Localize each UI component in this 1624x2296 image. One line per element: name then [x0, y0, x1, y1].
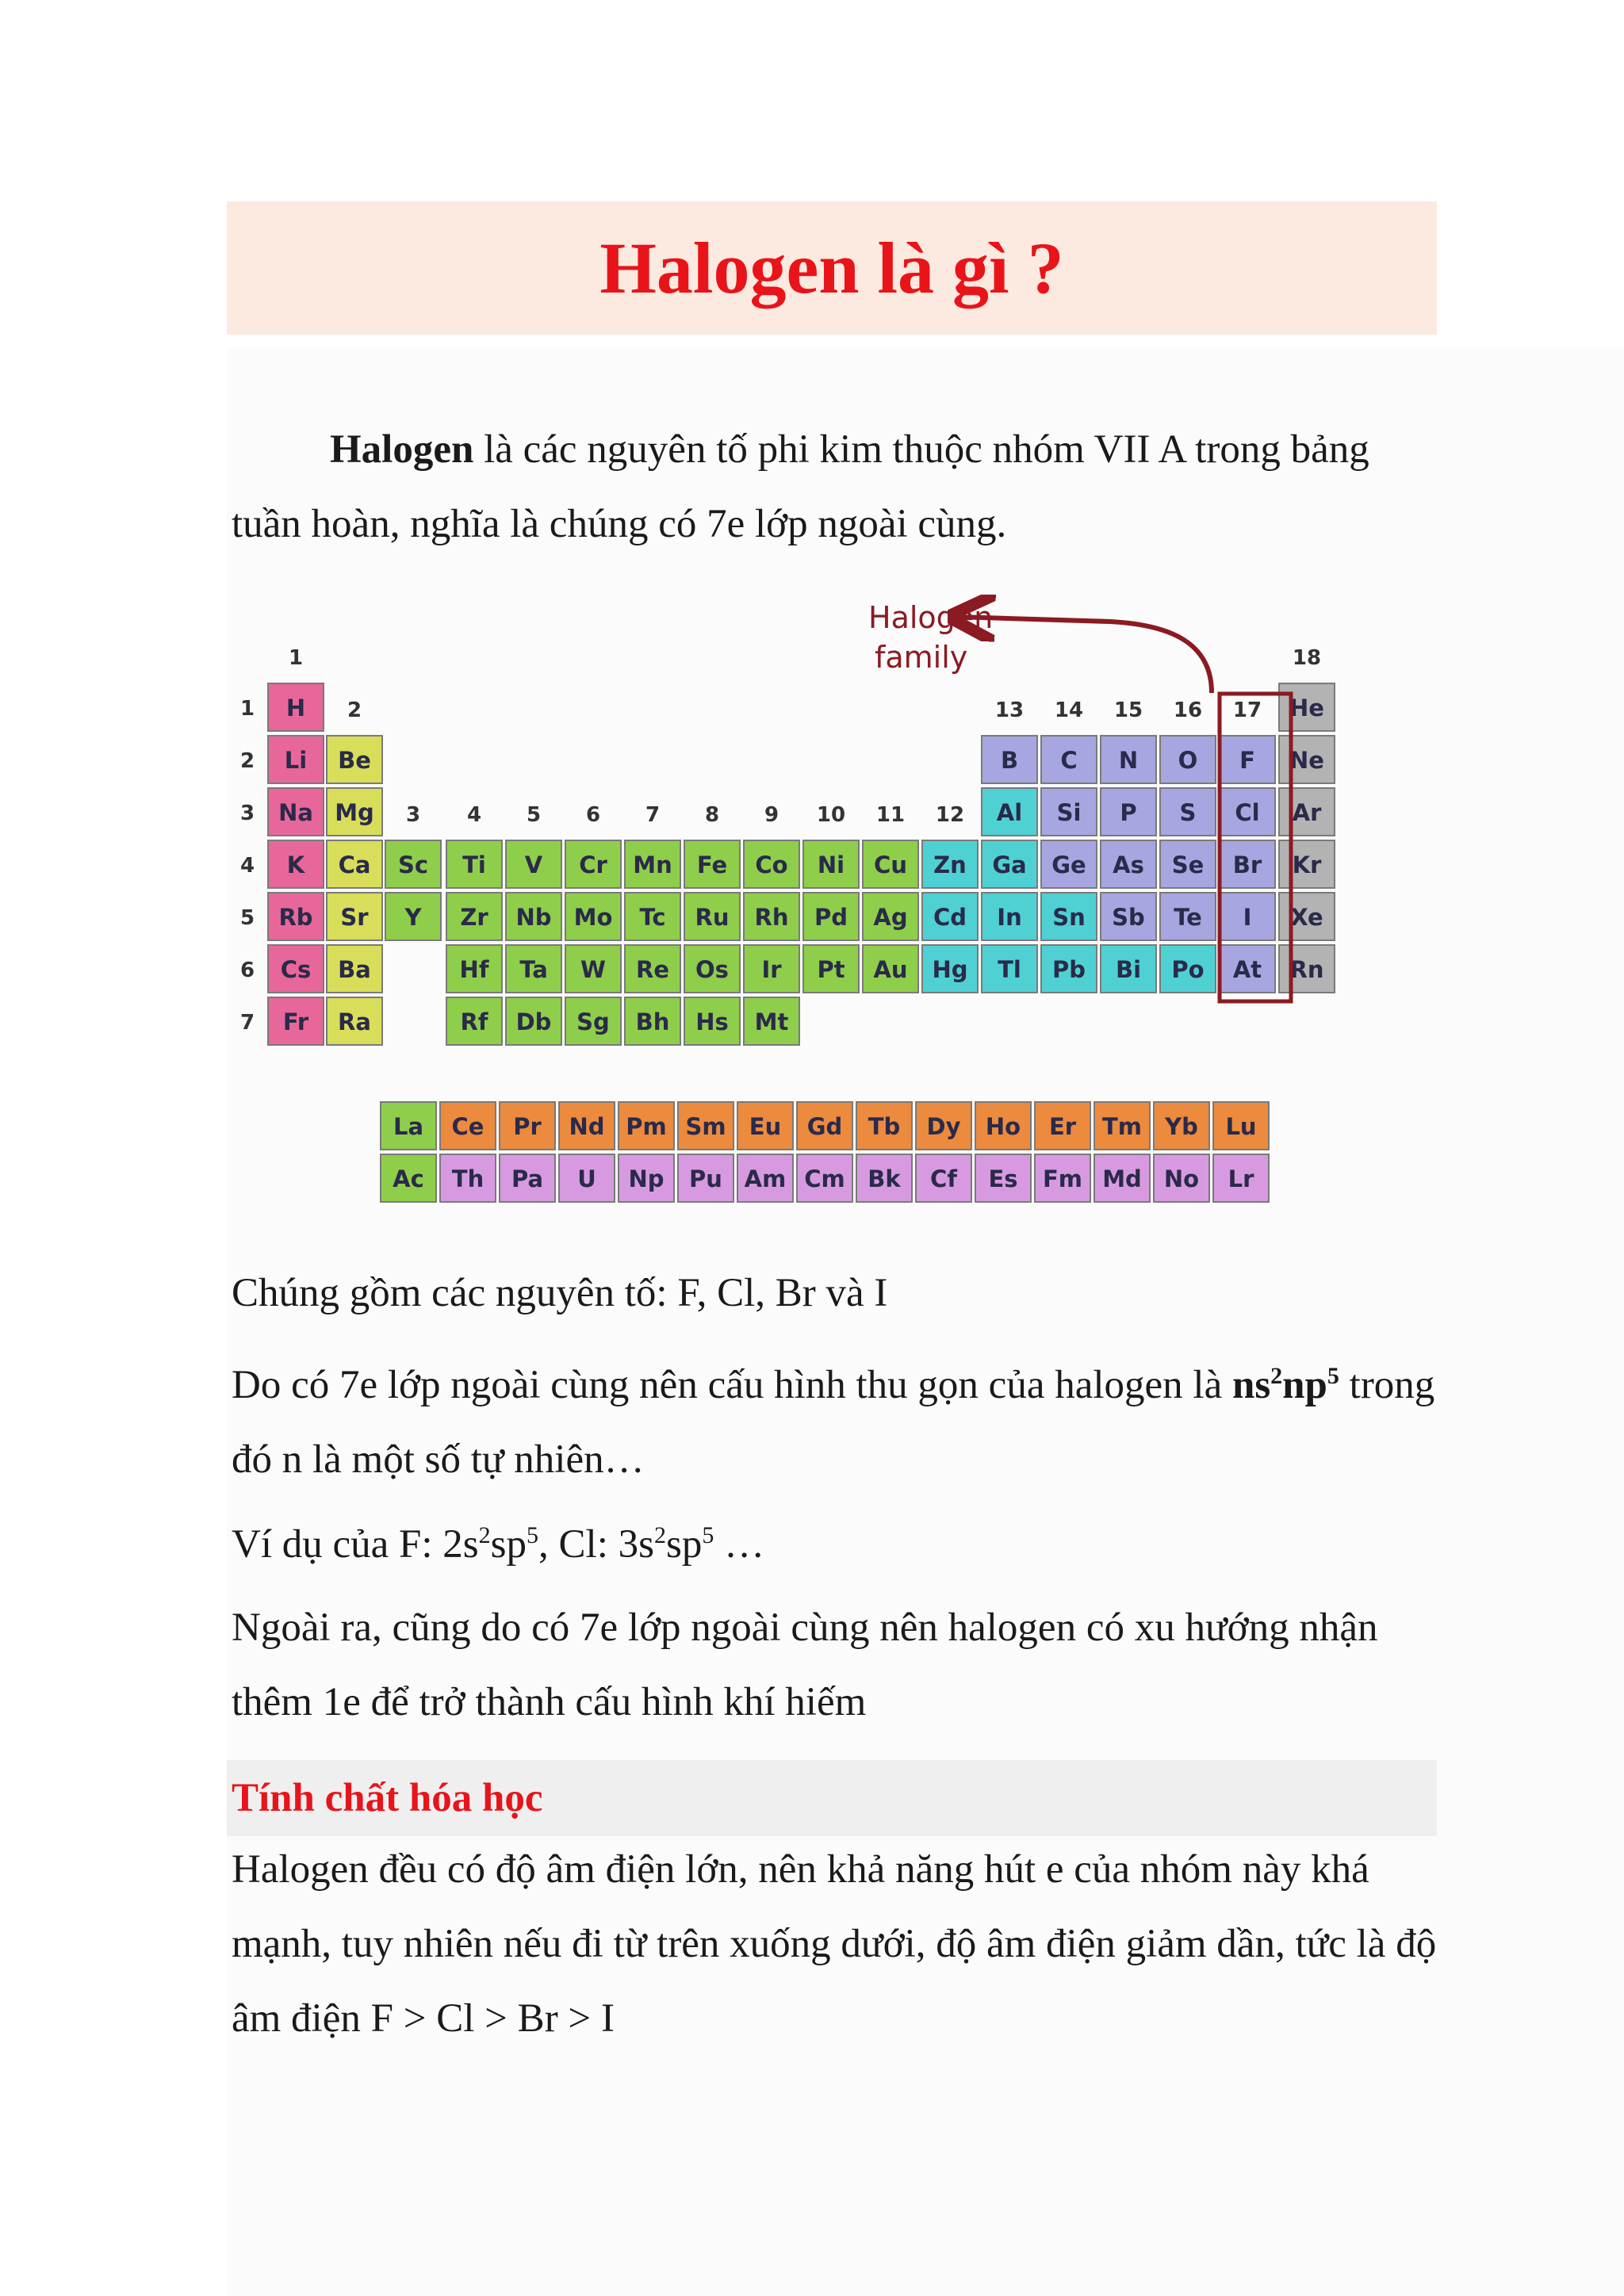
element-symbol: Rf	[460, 1008, 488, 1035]
example-sp: sp	[490, 1522, 527, 1567]
example-paragraph	[232, 1507, 1437, 1582]
element-symbol: Pr	[513, 1113, 542, 1140]
element-symbol: U	[577, 1165, 596, 1192]
element-cell-lu	[1213, 1102, 1269, 1150]
element-symbol: Cd	[933, 904, 967, 931]
element-symbol: Re	[636, 956, 669, 983]
element-cell-eu	[737, 1102, 793, 1150]
element-symbol: Ge	[1051, 851, 1086, 878]
element-cell-am	[737, 1154, 793, 1202]
element-cell-fm	[1035, 1154, 1090, 1202]
example-ellipsis: …	[714, 1522, 765, 1567]
element-cell-sn	[1041, 893, 1097, 940]
element-cell-pt	[803, 945, 859, 993]
configuration-paragraph	[232, 1348, 1437, 1497]
element-cell-yb	[1154, 1102, 1209, 1150]
period-number-2: 2	[239, 749, 255, 773]
element-symbol: Os	[695, 956, 729, 983]
element-cell-cs	[268, 945, 324, 993]
section-heading: Tính chất hóa học	[232, 1776, 543, 1820]
element-symbol: Rh	[754, 904, 789, 931]
element-symbol: Mg	[335, 799, 374, 826]
element-symbol: Ra	[338, 1008, 371, 1035]
annotation-family: family	[875, 640, 968, 675]
element-symbol: Sc	[397, 851, 429, 878]
element-symbol: Cm	[804, 1165, 845, 1192]
element-cell-la	[381, 1102, 436, 1150]
element-symbol: Cf	[930, 1165, 957, 1192]
group-number-3: 3	[405, 803, 421, 827]
group-number-1: 1	[288, 646, 304, 670]
group-number-11: 11	[875, 803, 906, 827]
element-cell-bi	[1101, 945, 1156, 993]
element-symbol: Cr	[579, 851, 607, 878]
element-symbol: Be	[338, 747, 371, 774]
element-symbol: Co	[755, 851, 788, 878]
element-cell-c	[1041, 736, 1097, 783]
group-number-2: 2	[347, 698, 362, 722]
element-symbol: Bi	[1115, 956, 1142, 983]
element-cell-rn	[1279, 945, 1335, 993]
element-cell-ir	[744, 945, 799, 993]
element-symbol: Fm	[1042, 1165, 1083, 1192]
element-symbol: Bh	[635, 1008, 670, 1035]
element-cell-er	[1035, 1102, 1090, 1150]
element-cell-th	[440, 1154, 496, 1202]
element-cell-xe	[1279, 893, 1335, 940]
element-cell-rh	[744, 893, 799, 940]
element-symbol: Tb	[868, 1113, 901, 1140]
element-cell-fr	[268, 997, 324, 1045]
formula-ns: ns	[1231, 1363, 1271, 1407]
element-cell-s	[1160, 788, 1216, 836]
element-cell-i	[1220, 893, 1275, 940]
group-number-9: 9	[764, 803, 779, 827]
element-symbol: Es	[988, 1165, 1018, 1192]
element-symbol: Se	[1171, 851, 1205, 878]
element-symbol: Sm	[685, 1113, 726, 1140]
element-cell-f	[1220, 736, 1275, 783]
element-symbol: Ne	[1289, 747, 1324, 774]
element-symbol: Li	[284, 747, 308, 774]
element-cell-es	[975, 1154, 1031, 1202]
element-symbol: Au	[873, 956, 908, 983]
element-symbol: Pm	[626, 1113, 667, 1140]
group-number-13: 13	[994, 698, 1025, 722]
formula-sup-2: 2	[1270, 1363, 1283, 1389]
element-cell-np	[619, 1154, 674, 1202]
element-cell-at	[1220, 945, 1275, 993]
element-symbol: N	[1118, 747, 1139, 774]
element-symbol: Sr	[340, 904, 369, 931]
element-cell-sr	[327, 893, 382, 940]
page-title: Halogen là gì ?	[599, 228, 1064, 308]
element-symbol: H	[285, 695, 306, 721]
example-sup: 2	[653, 1522, 666, 1548]
element-symbol: Kr	[1292, 851, 1322, 878]
element-symbol: Gd	[806, 1113, 843, 1140]
period-number-6: 6	[239, 959, 255, 982]
element-symbol: Pu	[689, 1165, 722, 1192]
element-symbol: At	[1232, 956, 1262, 983]
element-symbol: Pd	[814, 904, 848, 931]
example-cl: , Cl: 3s	[538, 1522, 654, 1567]
element-cell-k	[268, 840, 324, 888]
element-cell-kr	[1279, 840, 1335, 888]
element-symbol: Tm	[1102, 1113, 1142, 1140]
element-cell-ce	[440, 1102, 496, 1150]
element-symbol: La	[393, 1113, 424, 1140]
group-number-8: 8	[704, 803, 720, 827]
element-symbol: Dy	[926, 1113, 961, 1140]
period-number-4: 4	[239, 854, 255, 878]
element-symbol: Rn	[1289, 956, 1324, 983]
element-cell-ru	[684, 893, 740, 940]
element-cell-ac	[381, 1154, 436, 1202]
element-symbol: I	[1243, 904, 1252, 931]
element-cell-cr	[565, 840, 621, 888]
tendency-paragraph: Ngoài ra, cũng do có 7e lớp ngoài cùng nên halogen có xu hướng nhận thêm 1e để trở thành cấu hình khí hiếm	[232, 1605, 1378, 1724]
element-cell-tm	[1094, 1102, 1150, 1150]
element-symbol: He	[1289, 695, 1324, 721]
element-symbol: Np	[628, 1165, 665, 1192]
element-cell-md	[1094, 1154, 1150, 1202]
element-cell-br	[1220, 840, 1275, 888]
element-symbol: Db	[515, 1008, 552, 1035]
element-cell-tb	[856, 1102, 912, 1150]
group-number-7: 7	[645, 803, 661, 827]
element-symbol: Te	[1174, 904, 1202, 931]
element-cell-pu	[678, 1154, 733, 1202]
group-number-17: 17	[1232, 698, 1262, 722]
element-cell-al	[982, 788, 1037, 836]
element-symbol: Pb	[1051, 956, 1086, 983]
element-symbol: In	[997, 904, 1022, 931]
element-cell-mt	[744, 997, 799, 1045]
element-symbol: Nb	[515, 904, 552, 931]
periodic-table-svg	[238, 595, 1348, 1229]
element-symbol: Cu	[874, 851, 907, 878]
element-symbol: Zr	[460, 904, 488, 931]
element-cell-lr	[1213, 1154, 1269, 1202]
element-symbol: Tl	[998, 956, 1021, 983]
element-symbol: Ce	[451, 1113, 485, 1140]
annotation-halogen: Halogen	[868, 600, 994, 635]
element-cell-rb	[268, 893, 324, 940]
group-number-14: 14	[1054, 698, 1084, 722]
element-cell-mg	[327, 788, 382, 836]
element-cell-pa	[500, 1154, 555, 1202]
element-cell-zr	[446, 893, 502, 940]
element-symbol: Fe	[696, 851, 728, 878]
period-number-1: 1	[239, 697, 255, 721]
element-cell-cm	[797, 1154, 852, 1202]
element-cell-n	[1101, 736, 1156, 783]
group-number-4: 4	[466, 803, 482, 827]
element-cell-ne	[1279, 736, 1335, 783]
element-cell-os	[684, 945, 740, 993]
element-cell-ba	[327, 945, 382, 993]
element-symbol: Y	[404, 904, 422, 931]
group-number-16: 16	[1173, 698, 1203, 722]
element-symbol: Pa	[511, 1165, 544, 1192]
element-symbol: S	[1179, 799, 1197, 826]
element-symbol: Lu	[1225, 1113, 1257, 1140]
element-symbol: Mo	[573, 904, 613, 931]
element-symbol: Si	[1056, 799, 1082, 826]
element-symbol: Er	[1048, 1113, 1077, 1140]
element-symbol: Ar	[1292, 799, 1322, 826]
example-f: Ví dụ của F: 2s	[232, 1522, 479, 1567]
element-symbol: Cs	[280, 956, 312, 983]
group-number-10: 10	[816, 803, 846, 827]
element-cell-bk	[856, 1154, 912, 1202]
group-number-12: 12	[935, 803, 965, 827]
element-cell-pb	[1041, 945, 1097, 993]
element-symbol: O	[1178, 747, 1198, 774]
element-cell-ra	[327, 997, 382, 1045]
element-cell-pr	[500, 1102, 555, 1150]
element-cell-gd	[797, 1102, 852, 1150]
element-symbol: Br	[1232, 851, 1262, 878]
element-symbol: Hs	[695, 1008, 729, 1035]
element-symbol: F	[1239, 747, 1255, 774]
element-symbol: Am	[744, 1165, 787, 1192]
element-cell-bh	[625, 997, 680, 1045]
element-cell-li	[268, 736, 324, 783]
element-symbol: Fr	[282, 1008, 309, 1035]
halogen-arrow	[957, 617, 1212, 693]
element-symbol: Xe	[1290, 904, 1323, 931]
element-cell-cl	[1220, 788, 1275, 836]
element-symbol: B	[1000, 747, 1019, 774]
element-cell-re	[625, 945, 680, 993]
element-cell-sc	[385, 840, 441, 888]
element-symbol: Bk	[868, 1165, 901, 1192]
period-number-7: 7	[239, 1011, 255, 1035]
element-cell-au	[863, 945, 918, 993]
element-symbol: Hf	[459, 956, 489, 983]
example-sup: 2	[478, 1522, 491, 1548]
element-cell-cf	[916, 1154, 971, 1202]
element-cell-mn	[625, 840, 680, 888]
element-symbol: P	[1120, 799, 1137, 826]
element-cell-y	[385, 893, 441, 940]
element-cell-in	[982, 893, 1037, 940]
element-symbol: Th	[451, 1165, 485, 1192]
period-number-5: 5	[239, 906, 255, 930]
element-cell-p	[1101, 788, 1156, 836]
group-number-18: 18	[1292, 646, 1322, 670]
element-symbol: C	[1060, 747, 1078, 774]
element-symbol: Mt	[754, 1008, 789, 1035]
element-symbol: Ir	[761, 956, 782, 983]
element-symbol: Pt	[817, 956, 845, 983]
element-cell-he	[1279, 683, 1335, 731]
electronegativity-paragraph: Halogen đều có độ âm điện lớn, nên khả năng hút e của nhóm này khá mạnh, tuy nhiên nếu đi từ trên xuống dưới, độ âm điện giảm dần, tức là độ âm điện F > Cl > Br > I	[232, 1847, 1437, 2041]
group-number-6: 6	[585, 803, 601, 827]
example-sup: 5	[527, 1522, 539, 1548]
element-cell-sm	[678, 1102, 733, 1150]
element-cell-te	[1160, 893, 1216, 940]
element-symbol: Ho	[985, 1113, 1021, 1140]
config-tail: trong đó n là một số tự nhiên…	[232, 1363, 1435, 1482]
element-cell-cu	[863, 840, 918, 888]
element-symbol: Nd	[569, 1113, 605, 1140]
element-cell-sg	[565, 997, 621, 1045]
element-symbol: K	[286, 851, 305, 878]
element-symbol: Ru	[695, 904, 730, 931]
element-cell-fe	[684, 840, 740, 888]
element-symbol: Hg	[932, 956, 968, 983]
group-number-15: 15	[1113, 698, 1143, 722]
element-cell-ho	[975, 1102, 1031, 1150]
element-cell-no	[1154, 1154, 1209, 1202]
element-cell-hf	[446, 945, 502, 993]
element-cell-rf	[446, 997, 502, 1045]
element-symbol: Sn	[1052, 904, 1086, 931]
element-cell-ar	[1279, 788, 1335, 836]
element-symbol: Yb	[1165, 1113, 1198, 1140]
element-cell-v	[506, 840, 561, 888]
element-cell-si	[1041, 788, 1097, 836]
config-text: Do có 7e lớp ngoài cùng nên cấu hình thu gọn của halogen là	[232, 1363, 1232, 1407]
element-symbol: Ac	[393, 1165, 424, 1192]
element-cell-be	[327, 736, 382, 783]
element-cell-ge	[1041, 840, 1097, 888]
members-paragraph: Chúng gồm các nguyên tố: F, Cl, Br và I	[232, 1271, 888, 1315]
element-symbol: V	[524, 851, 543, 878]
element-symbol: Md	[1102, 1165, 1142, 1192]
intro-paragraph	[232, 412, 1437, 561]
element-cell-h	[268, 683, 324, 731]
element-cell-hs	[684, 997, 740, 1045]
period-number-3: 3	[239, 802, 255, 825]
element-symbol: Sg	[576, 1008, 610, 1035]
element-symbol: Po	[1171, 956, 1205, 983]
element-cell-db	[506, 997, 561, 1045]
element-symbol: Na	[278, 799, 313, 826]
element-cell-po	[1160, 945, 1216, 993]
example-sp: sp	[665, 1522, 703, 1567]
element-cell-sb	[1101, 893, 1156, 940]
element-symbol: Lr	[1228, 1165, 1254, 1192]
element-symbol: Mn	[633, 851, 672, 878]
intro-text: là các nguyên tố phi kim thuộc nhóm VII A trong bảng tuần hoàn, nghĩa là chúng có 7e lớp ngoài cùng.	[232, 427, 1369, 546]
element-symbol: Ag	[873, 904, 908, 931]
element-cell-ca	[327, 840, 382, 888]
element-cell-as	[1101, 840, 1156, 888]
element-symbol: Ta	[519, 956, 548, 983]
element-symbol: Sb	[1112, 904, 1145, 931]
element-symbol: Tc	[639, 904, 666, 931]
element-cell-dy	[916, 1102, 971, 1150]
element-symbol: Ba	[338, 956, 371, 983]
element-cell-na	[268, 788, 324, 836]
element-cell-ta	[506, 945, 561, 993]
element-cell-cd	[922, 893, 978, 940]
element-cell-nd	[559, 1102, 615, 1150]
element-cell-tl	[982, 945, 1037, 993]
element-cell-tc	[625, 893, 680, 940]
element-cell-mo	[565, 893, 621, 940]
element-symbol: Zn	[933, 851, 967, 878]
config-formula	[1232, 1363, 1339, 1407]
element-cell-ni	[803, 840, 859, 888]
element-cell-co	[744, 840, 799, 888]
formula-sup-5: 5	[1327, 1363, 1339, 1389]
element-cell-ag	[863, 893, 918, 940]
element-cell-pd	[803, 893, 859, 940]
element-cell-ti	[446, 840, 502, 888]
element-cell-zn	[922, 840, 978, 888]
element-symbol: No	[1163, 1165, 1200, 1192]
element-cell-w	[565, 945, 621, 993]
element-cell-nb	[506, 893, 561, 940]
element-symbol: Cl	[1235, 799, 1260, 826]
element-symbol: W	[580, 956, 606, 983]
element-symbol: Al	[996, 799, 1023, 826]
element-cell-o	[1160, 736, 1216, 783]
element-symbol: Ga	[992, 851, 1027, 878]
element-cell-ga	[982, 840, 1037, 888]
element-symbol: Eu	[749, 1113, 782, 1140]
element-cell-se	[1160, 840, 1216, 888]
element-cell-hg	[922, 945, 978, 993]
group-number-5: 5	[526, 803, 542, 827]
periodic-table-figure	[238, 595, 1348, 1233]
title-banner	[227, 201, 1437, 335]
intro-bold-term: Halogen	[330, 427, 474, 472]
formula-np: np	[1282, 1363, 1327, 1407]
element-symbol: As	[1113, 851, 1144, 878]
element-cell-pm	[619, 1102, 674, 1150]
element-cell-b	[982, 736, 1037, 783]
example-sup: 5	[702, 1522, 714, 1548]
element-symbol: Rb	[278, 904, 313, 931]
element-cell-u	[559, 1154, 615, 1202]
element-symbol: Ca	[338, 851, 371, 878]
element-symbol: Ni	[817, 851, 845, 878]
element-symbol: Ti	[462, 851, 486, 878]
